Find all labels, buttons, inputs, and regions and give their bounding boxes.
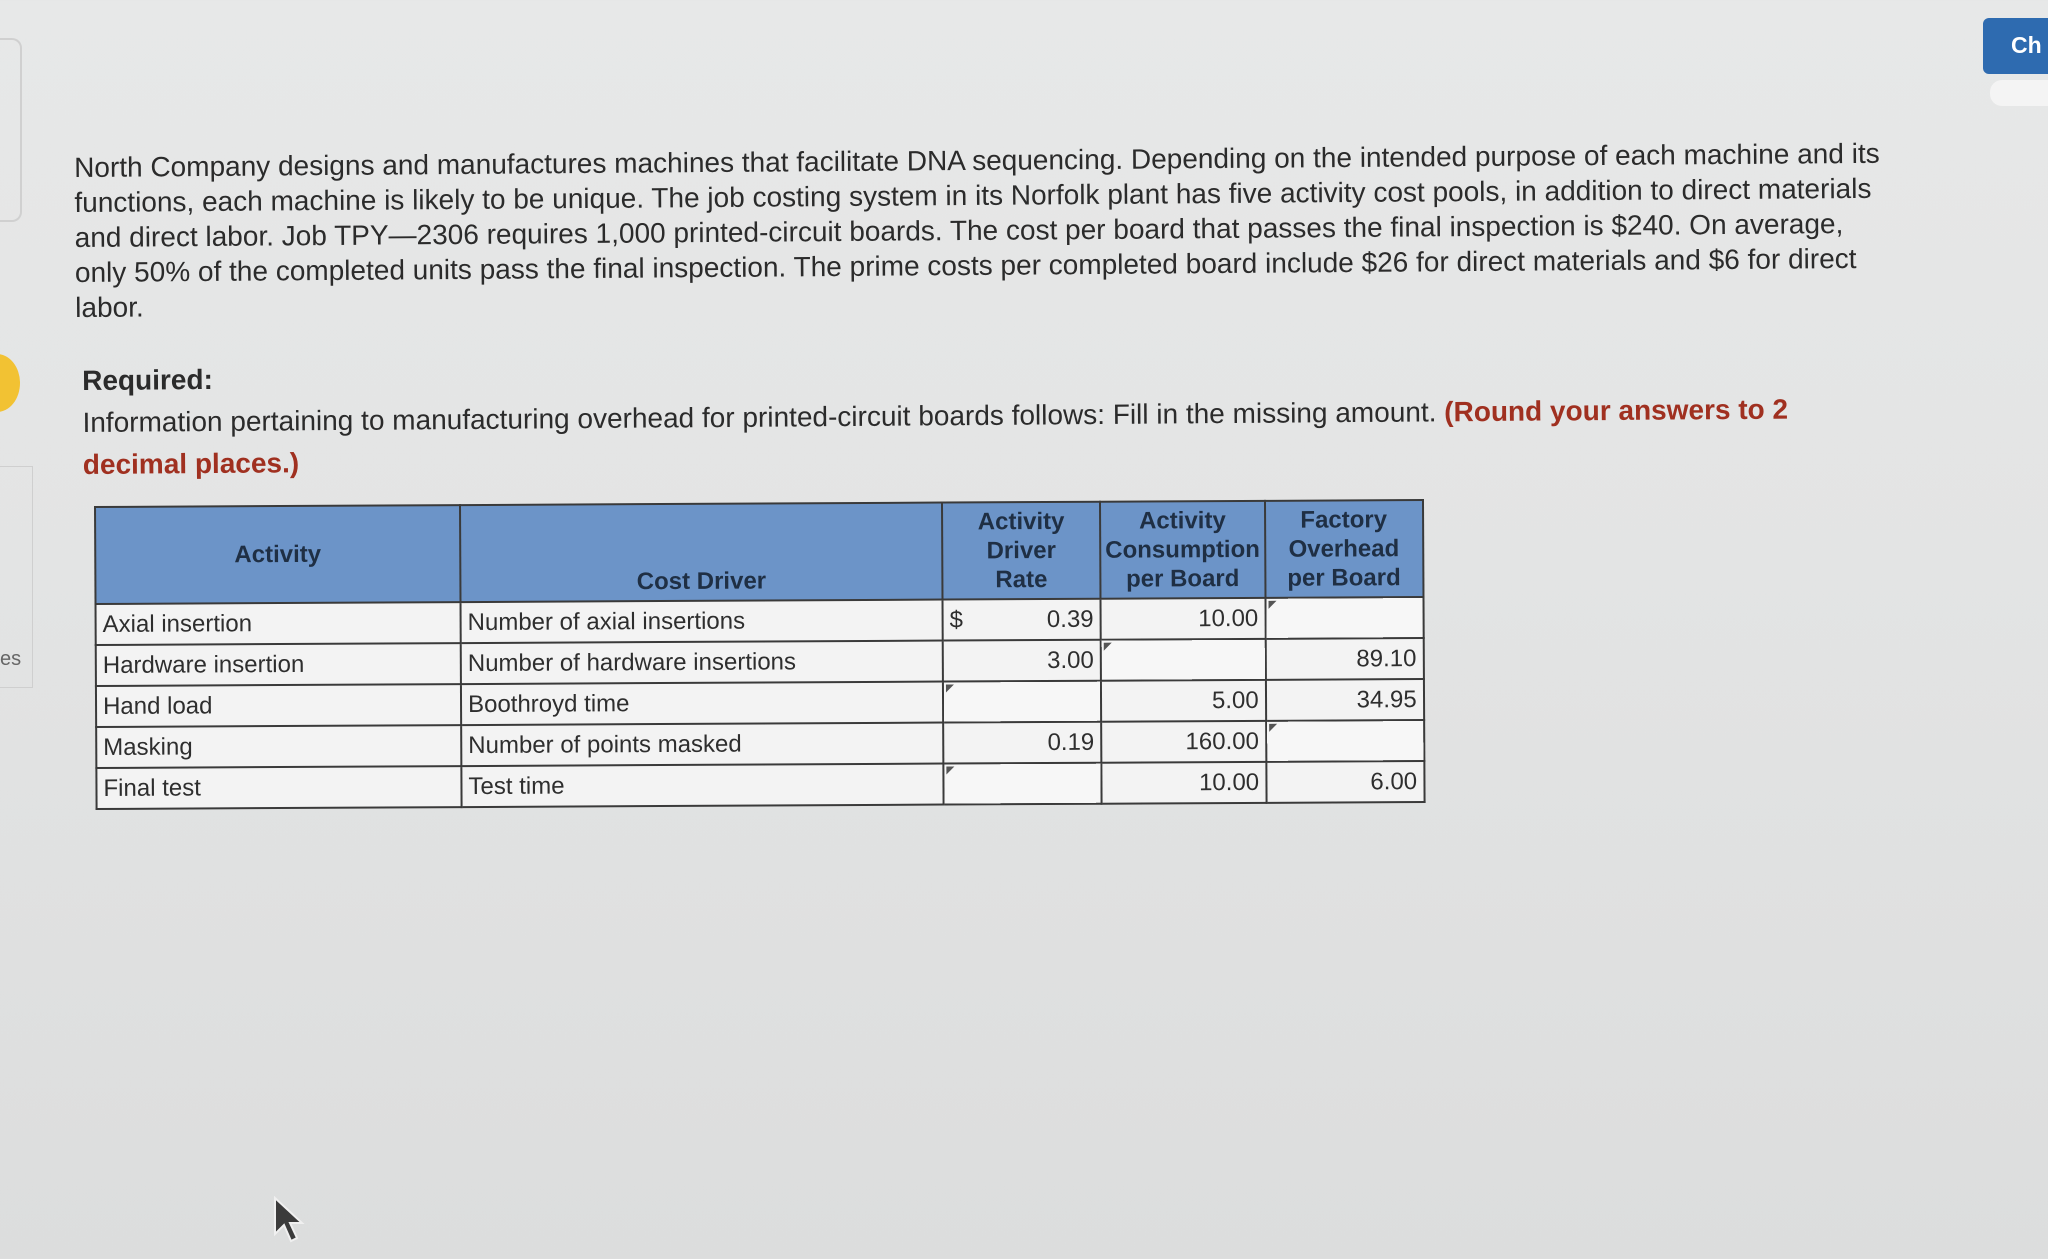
check-my-work-button[interactable]: Ch	[1983, 18, 2048, 74]
activity-cell: Axial insertion	[96, 602, 461, 645]
table-row	[96, 761, 1424, 809]
cost-driver-cell: Boothroyd time	[461, 682, 943, 726]
header-factory-overhead	[1265, 500, 1424, 598]
header-fo-line2: Overhead	[1288, 535, 1400, 563]
button-tab-decoration	[1990, 80, 2048, 106]
rate-cell	[943, 599, 1101, 641]
consumption-input[interactable]	[1101, 639, 1266, 681]
rounding-note: (Round your answers to 2 decimal places.)	[82, 393, 1789, 480]
activity-cell: Masking	[96, 725, 461, 768]
consumption-cell: 160.00	[1101, 721, 1266, 763]
header-rate-line3: Rate	[995, 566, 1048, 594]
sidebar-partial-label: es	[0, 648, 22, 670]
rate-value: 0.39	[1046, 605, 1094, 633]
required-section	[82, 346, 1883, 486]
overhead-input[interactable]	[1266, 720, 1424, 762]
header-activity: Activity	[95, 505, 461, 604]
rate-input[interactable]	[943, 681, 1101, 723]
header-fo-line3: per Board	[1287, 564, 1401, 592]
activity-cell: Hand load	[96, 684, 461, 727]
header-cost-driver: Cost Driver	[460, 503, 943, 603]
consumption-cell: 10.00	[1100, 598, 1265, 640]
table-header-row	[95, 500, 1423, 604]
header-fo-line1: Factory	[1300, 506, 1388, 534]
header-rate-line1: Activity	[977, 507, 1065, 536]
cost-driver-cell: Number of hardware insertions	[461, 641, 943, 685]
overhead-cell: 89.10	[1265, 638, 1423, 680]
header-cons-line1: Activity	[1138, 507, 1226, 535]
table-row	[96, 679, 1424, 727]
table-row	[96, 638, 1424, 686]
header-rate-line2: Driver	[986, 536, 1057, 565]
consumption-cell: 5.00	[1101, 680, 1266, 722]
progress-indicator-dot	[0, 354, 20, 412]
overhead-table	[94, 499, 1425, 810]
mouse-pointer-icon	[272, 1196, 306, 1244]
header-activity-consumption	[1100, 501, 1265, 599]
activity-cell: Hardware insertion	[96, 643, 461, 686]
rate-input[interactable]	[943, 763, 1101, 805]
consumption-cell: 10.00	[1101, 762, 1266, 804]
problem-statement: North Company designs and manufactures machines that facilitate DNA sequencing. Depending on the intended purpose of each machine and its functions, each machine is likely to be unique. The job costing system in its Norfolk plant has five activity cost pools, in addition to direct materials and direct labor. Job TPY—2306 requires 1,000 printed-circuit boards. The cost per board that passes the final inspection is $240. On average, only 50% of the completed units pass the final inspection. The prime costs per completed board include $26 for direct materials and $6 for direct labor.	[74, 137, 1880, 323]
required-heading: Required:	[82, 363, 213, 396]
header-cons-line2: Consumption	[1105, 535, 1260, 564]
rate-cell: 3.00	[943, 640, 1101, 682]
overhead-cell: 34.95	[1266, 679, 1424, 721]
cost-driver-cell: Number of points masked	[461, 723, 943, 767]
rate-cell: 0.19	[943, 722, 1101, 764]
header-cons-line3: per Board	[1125, 565, 1240, 593]
left-panel-frame	[0, 38, 22, 222]
header-activity-driver-rate	[942, 502, 1101, 600]
instruction-text: Information pertaining to manufacturing overhead for printed-circuit boards follows: Fill in the missing amount.	[82, 396, 1445, 438]
table-row	[96, 597, 1424, 645]
activity-cell: Final test	[96, 766, 461, 809]
table-row	[96, 720, 1424, 768]
overhead-input[interactable]	[1265, 597, 1423, 639]
cost-driver-cell: Test time	[461, 764, 943, 808]
cost-driver-cell: Number of axial insertions	[461, 600, 943, 644]
overhead-cell: 6.00	[1266, 761, 1424, 803]
currency-symbol: $	[949, 605, 964, 634]
